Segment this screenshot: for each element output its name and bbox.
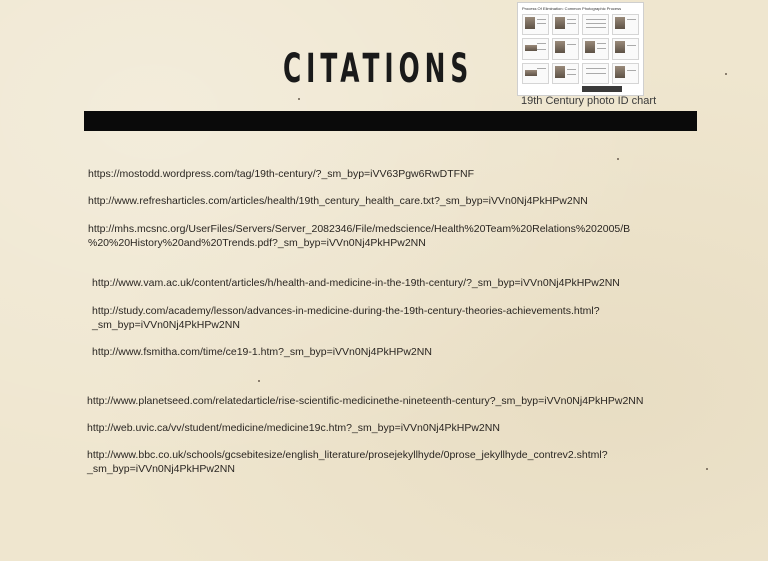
citation-link[interactable]: http://www.refresharticles.com/articles/health/19th_century_health_care.txt?_sm_byp=iVVn0Nj4PkHPw2NN xyxy=(88,195,588,207)
citation-link[interactable]: http://web.uvic.ca/vv/student/medicine/medicine19c.htm?_sm_byp=iVVn0Nj4PkHPw2NN xyxy=(87,422,500,434)
chart-cell xyxy=(522,63,549,84)
chart-cell xyxy=(552,63,579,84)
chart-cell xyxy=(552,14,579,35)
chart-cell xyxy=(582,14,609,35)
chart-cell xyxy=(582,38,609,59)
citation-link[interactable]: http://study.com/academy/lesson/advances-in-medicine-during-the-19th-century-theories-achievements.html? _sm_byp=iVVn0Nj4PkHPw2NN xyxy=(92,305,600,331)
chart-cell xyxy=(522,38,549,59)
citation-link[interactable]: http://www.vam.ac.uk/content/articles/h/health-and-medicine-in-the-19th-century/?_sm_byp=iVVn0Nj4PkHPw2NN xyxy=(92,277,620,289)
citation-link[interactable]: http://www.planetseed.com/relatedarticle/rise-scientific-medicinethe-nineteenth-century?_sm_byp=iVVn0Nj4PkHPw2NN xyxy=(87,395,644,407)
photo-id-chart-image xyxy=(517,2,644,96)
chart-logo xyxy=(582,86,622,92)
chart-cell xyxy=(612,63,639,84)
chart-cell xyxy=(612,14,639,35)
chart-cell xyxy=(612,38,639,59)
paper-speck xyxy=(258,380,260,382)
chart-heading: Process Of Elimination: Common Photographic Process xyxy=(522,6,622,11)
title-divider-bar xyxy=(84,111,697,131)
chart-cell xyxy=(582,63,609,84)
chart-grid xyxy=(522,14,639,84)
paper-speck xyxy=(298,98,300,100)
paper-speck xyxy=(706,468,708,470)
image-caption: 19th Century photo ID chart xyxy=(521,95,657,107)
paper-speck xyxy=(725,73,727,75)
citation-link[interactable]: http://www.fsmitha.com/time/ce19-1.htm?_sm_byp=iVVn0Nj4PkHPw2NN xyxy=(92,346,432,358)
citation-link[interactable]: http://www.bbc.co.uk/schools/gcsebitesize/english_literature/prosejekyllhyde/0prose_jekyllhyde_contrev2.shtml? _sm_byp=iVVn0Nj4PkHPw2NN xyxy=(87,449,608,475)
paper-speck xyxy=(617,158,619,160)
citation-link[interactable]: https://mostodd.wordpress.com/tag/19th-century/?_sm_byp=iVV63Pgw6RwDTFNF xyxy=(88,168,475,180)
slide-title: CITATIONS xyxy=(283,46,474,92)
citation-link[interactable]: http://mhs.mcsnc.org/UserFiles/Servers/Server_2082346/File/medscience/Health%20Team%20Relations%202005/B %20%20History%20and%20Trends.pdf?_sm_byp=iVVn0Nj4PkHPw2NN xyxy=(88,223,631,249)
chart-cell xyxy=(552,38,579,59)
chart-cell xyxy=(522,14,549,35)
